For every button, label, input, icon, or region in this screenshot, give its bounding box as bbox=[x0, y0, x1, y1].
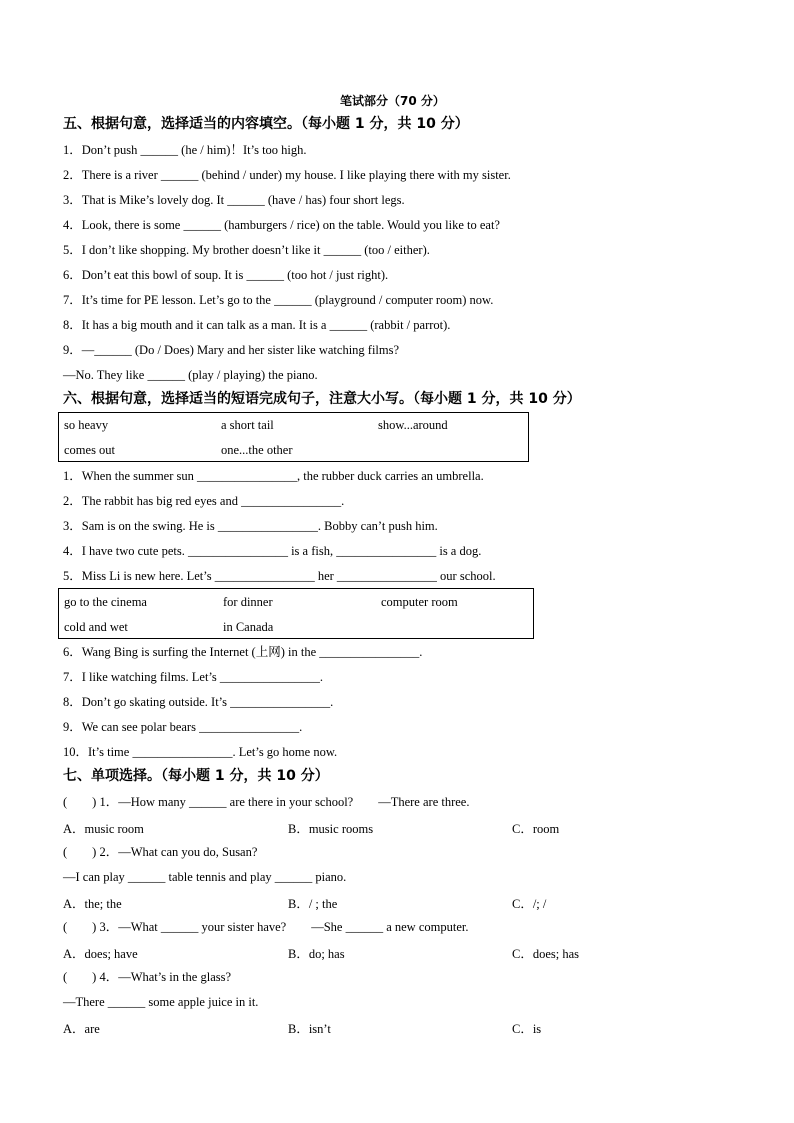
sec6-question-9: 9．We can see polar bears ________________. bbox=[63, 720, 303, 734]
sec7-q3-option-b: B．do; has bbox=[288, 947, 345, 961]
sec7-q4-option-c: C．is bbox=[512, 1022, 542, 1036]
sec7-question-3: ( ) 3．—What ______ your sister have? —She ______ a new computer. bbox=[63, 920, 469, 934]
sec5-question-8: 8．It has a big mouth and it can talk as a man. It is a ______ (rabbit / parrot). bbox=[63, 318, 451, 332]
sec7-q2-option-c: C．/; / bbox=[512, 897, 547, 911]
sec5-question-2: 2．There is a river ______ (behind / under) my house. I like playing there with my sister. bbox=[63, 168, 511, 182]
sec7-question-1: ( ) 1．—How many ______ are there in your school? —There are three. bbox=[63, 795, 470, 809]
sec6-question-6: 6．Wang Bing is surfing the Internet (上网) in the ________________. bbox=[63, 645, 423, 659]
sec7-q1-option-b: B．music rooms bbox=[288, 822, 374, 836]
phrase-option: in Canada bbox=[223, 620, 274, 634]
sec5-question-4: 4．Look, there is some ______ (hamburgers / rice) on the table. Would you like to eat? bbox=[63, 218, 500, 232]
sec7-q1-option-a: A．music room bbox=[63, 822, 144, 836]
sec6-question-8: 8．Don’t go skating outside. It’s ________________. bbox=[63, 695, 334, 709]
sec5-question-7: 7．It’s time for PE lesson. Let’s go to the ______ (playground / computer room) now. bbox=[63, 293, 494, 307]
phrase-option: one...the other bbox=[221, 443, 293, 457]
phrase-option: for dinner bbox=[223, 595, 273, 609]
phrase-option: comes out bbox=[64, 443, 116, 457]
sec7-question-4: ( ) 4．—What’s in the glass? bbox=[63, 970, 232, 984]
section-6-heading: 六、根据句意，选择适当的短语完成句子，注意大小写。（每小题 1 分，共 10 分） bbox=[63, 391, 581, 407]
phrase-box-2 bbox=[58, 588, 534, 639]
written-part-subtitle: 笔试部分（70 分） bbox=[340, 94, 445, 108]
sec6-question-10: 10．It’s time ________________. Let’s go home now. bbox=[63, 745, 338, 759]
sec6-question-2: 2．The rabbit has big red eyes and ________________. bbox=[63, 494, 345, 508]
phrase-option: go to the cinema bbox=[64, 595, 147, 609]
sec5-question-5: 5．I don’t like shopping. My brother doesn’t like it ______ (too / either). bbox=[63, 243, 430, 257]
phrase-option: so heavy bbox=[64, 418, 109, 432]
sec5-question-1: 1．Don’t push ______ (he / him)！It’s too high. bbox=[63, 143, 307, 157]
sec7-q3-option-a: A．does; have bbox=[63, 947, 138, 961]
sec6-question-4: 4．I have two cute pets. ________________ is a fish, ________________ is a dog. bbox=[63, 544, 482, 558]
phrase-option: show...around bbox=[378, 418, 448, 432]
sec6-question-3: 3．Sam is on the swing. He is ________________. Bobby can’t push him. bbox=[63, 519, 438, 533]
sec6-question-1: 1．When the summer sun ________________, the rubber duck carries an umbrella. bbox=[63, 469, 484, 483]
sec5-question-9-answer: —No. They like ______ (play / playing) the piano. bbox=[63, 368, 318, 382]
phrase-option: computer room bbox=[381, 595, 458, 609]
sec7-q4-option-a: A．are bbox=[63, 1022, 100, 1036]
sec6-question-7: 7．I like watching films. Let’s ________________. bbox=[63, 670, 324, 684]
sec5-question-6: 6．Don’t eat this bowl of soup. It is ______ (too hot / just right). bbox=[63, 268, 389, 282]
sec7-q1-option-c: C．room bbox=[512, 822, 560, 836]
sec7-question-2: ( ) 2．—What can you do, Susan? bbox=[63, 845, 258, 859]
sec5-question-9: 9．—______ (Do / Does) Mary and her sister like watching films? bbox=[63, 343, 400, 357]
sec7-q3-option-c: C．does; has bbox=[512, 947, 580, 961]
sec7-q2-option-a: A．the; the bbox=[63, 897, 122, 911]
sec5-question-3: 3．That is Mike’s lovely dog. It ______ (have / has) four short legs. bbox=[63, 193, 405, 207]
phrase-box-1 bbox=[58, 412, 529, 462]
sec7-question-4-line2: —There ______ some apple juice in it. bbox=[63, 995, 259, 1009]
phrase-option: cold and wet bbox=[64, 620, 128, 634]
section-5-heading: 五、根据句意，选择适当的内容填空。（每小题 1 分，共 10 分） bbox=[63, 116, 469, 132]
sec7-q2-option-b: B．/ ; the bbox=[288, 897, 338, 911]
sec6-question-5: 5．Miss Li is new here. Let’s ________________ her ________________ our school. bbox=[63, 569, 496, 583]
sec7-question-2-line2: —I can play ______ table tennis and play ______ piano. bbox=[63, 870, 347, 884]
sec7-q4-option-b: B．isn’t bbox=[288, 1022, 331, 1036]
phrase-option: a short tail bbox=[221, 418, 274, 432]
section-7-heading: 七、单项选择。（每小题 1 分，共 10 分） bbox=[63, 768, 329, 784]
